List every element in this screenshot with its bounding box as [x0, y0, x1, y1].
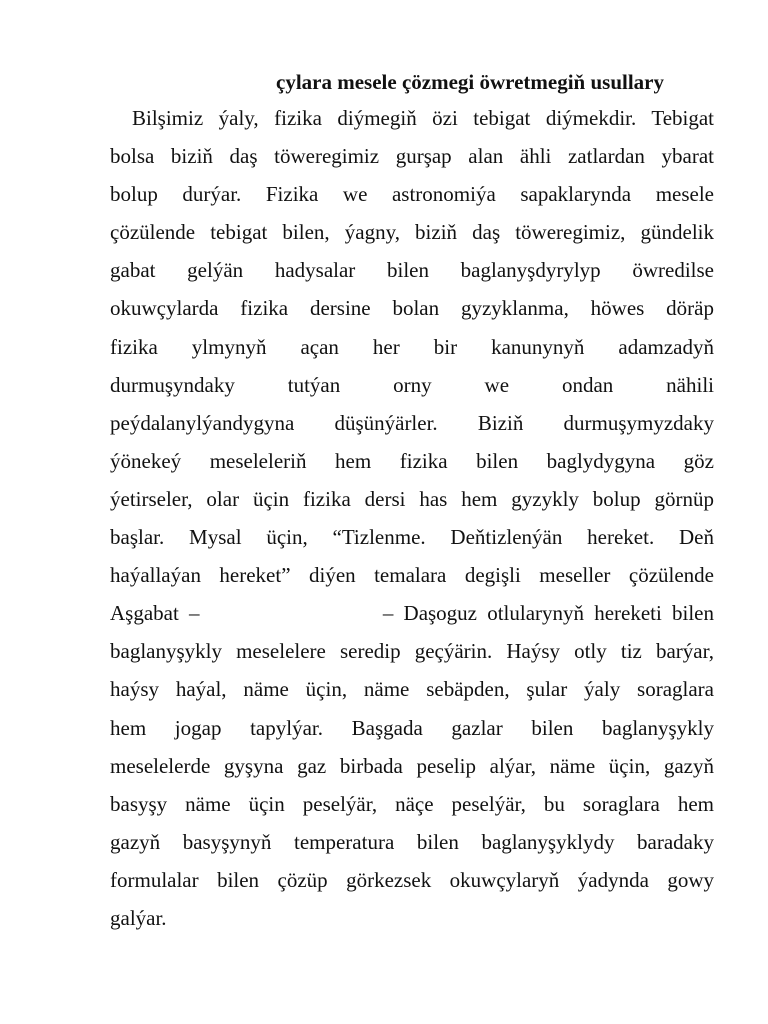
text-line: hem jogap tapylýar. Başgada gazlar bilen baglanyşykly: [110, 715, 714, 740]
text-line: meselelerde gyşyna gaz birbada peselip alýar, näme üçin, gazyň: [110, 753, 714, 778]
text-line: ýetirseler, olar üçin fizika dersi has hem gyzykly bolup görnüp: [110, 486, 714, 511]
text-line: basyşy näme üçin peselýär, näçe peselýär, bu soraglara hem: [110, 791, 714, 816]
text-line: ýönekeý meseleleriň hem fizika bilen baglydygyna göz: [110, 448, 714, 473]
text-line: gazyň basyşynyň temperatura bilen baglanyşyklydy baradaky: [110, 829, 714, 854]
text-line: gabat gelýän hadysalar bilen baglanyşdyrylyp öwredilse: [110, 258, 714, 283]
text-line: Bilşimiz ýaly, fizika diýmegiň özi tebigat diýmekdir. Tebigat: [132, 106, 714, 130]
text-line: durmuşyndaky tutýan orny we ondan nähili: [110, 372, 714, 397]
text-line: haýallaýan hereket” diýen temalara degişli meseller çözülende: [110, 563, 714, 588]
text-line: bolup durýar. Fizika we astronomiýa sapaklarynda mesele: [110, 182, 714, 207]
page-title: çylara mesele çözmegi öwretmegiň usullary: [276, 70, 664, 94]
text-line: Aşgabat – – Daşoguz otlularynyň hereketi bilen: [110, 601, 714, 626]
body-paragraph: [110, 99, 714, 937]
text-line: bolsa biziň daş töweregimiz gurşap alan ähli zatlardan ybarat: [110, 144, 714, 169]
text-line: formulalar bilen çözüp görkezsek okuwçylaryň ýadynda gowy: [110, 867, 714, 892]
text-line: başlar. Mysal üçin, “Tizlenme. Deňtizlenýän hereket. Deň: [110, 525, 714, 550]
text-line: çözülende tebigat bilen, ýagny, biziň daş töweregimiz, gündelik: [110, 220, 714, 245]
text-line: peýdalanylýandygyna düşünýärler. Biziň durmuşymyzdaky: [110, 410, 714, 435]
text-line: fizika ylmynyň açan her bir kanunynyň adamzadyň: [110, 334, 714, 359]
text-line: galýar.: [110, 905, 167, 930]
text-line: baglanyşykly meselelere seredip geçýärin. Haýsy otly tiz barýar,: [110, 639, 714, 664]
text-line: okuwçylarda fizika dersine bolan gyzyklanma, höwes döräp: [110, 296, 714, 321]
text-line: haýsy haýal, näme üçin, näme sebäpden, şular ýaly soraglara: [110, 677, 714, 702]
